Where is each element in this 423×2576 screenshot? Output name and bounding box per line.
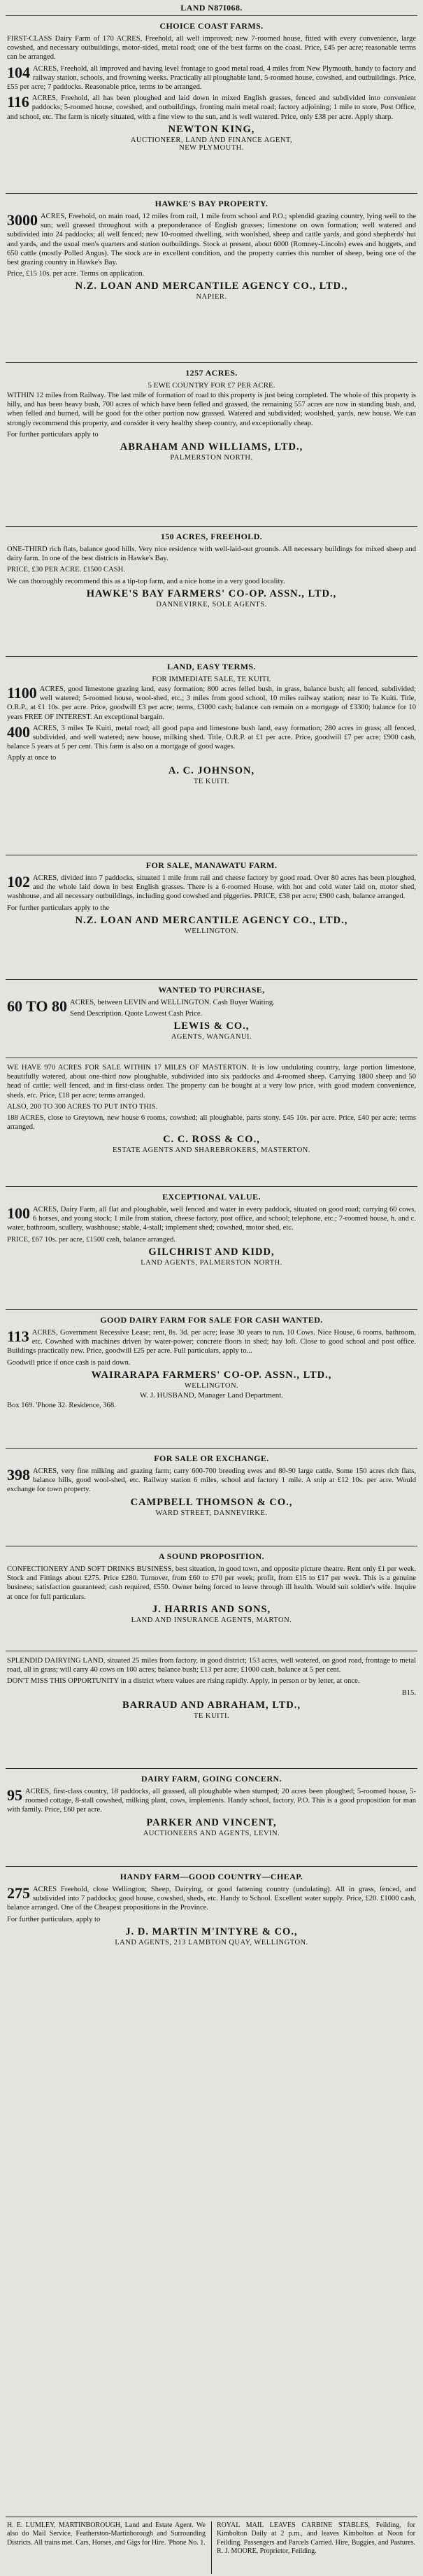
ad-apply: For further particulars apply to	[7, 430, 99, 439]
ad-title: 1257 ACRES.	[185, 368, 238, 378]
divider	[6, 1768, 417, 1769]
advertiser-location: AGENTS, WANGANUI.	[171, 1033, 252, 1041]
advertiser-location: LAND AGENTS, 213 LAMBTON QUAY, WELLINGTON.	[115, 1938, 308, 1947]
ad-masterton	[7, 1063, 416, 1154]
acre-number: 104	[7, 63, 30, 81]
divider	[6, 193, 417, 194]
ad-body: SPLENDID DAIRYING LAND, situated 25 miles from factory, in good district; 153 acres, well watered, on good road, frontage to metal road, all in grass; will carry 40 cows on 100 acres; balance bush; £13 per acre; £1000 cash, balance at 5 per cent.	[7, 1657, 416, 1674]
ad-body: 188 ACRES, close to Greytown, new house 6 rooms, cowshed; all ploughable, parts stony. £45 10s. per acre. Price, £40 per acre; terms arranged.	[7, 1114, 416, 1132]
ad-title: FOR SALE OR EXCHANGE.	[154, 1453, 269, 1463]
box-number: B15.	[401, 1688, 416, 1697]
advertiser-location: DANNEVIRKE, SOLE AGENTS.	[156, 600, 267, 609]
ad-body: 60 TO 80 ACRES, between LEVIN and WELLINGTON. Cash Buyer Waiting.	[7, 997, 275, 1015]
divider	[6, 1448, 417, 1449]
ad-also: ALSO, 200 TO 300 ACRES TO PUT INTO THIS.	[7, 1102, 158, 1111]
advertiser-name: CAMPBELL THOMSON & CO.,	[130, 1496, 293, 1508]
advertiser-name: A. C. JOHNSON,	[168, 764, 255, 776]
advertiser-location: PALMERSTON NORTH.	[170, 454, 253, 462]
ad-title: LAND, EASY TERMS.	[167, 662, 256, 671]
ad-subtitle: FOR IMMEDIATE SALE, TE KUITI.	[152, 675, 271, 683]
ad-body: WE HAVE 970 ACRES FOR SALE WITHIN 17 MILES OF MASTERTON. It is low undulating country, large portion limestone, beautifully watered, about one-third now ploughable, subdivided into six paddocks and 4-roomed sheep. Carrying 1800 sheep and 50 head of cattle; well fenced, and in first-class order. The property can be bought at a very low price, with good modern convenience, sheds, etc. Price, £18 per acre; terms arranged.	[7, 1064, 416, 1100]
advertiser-name: C. C. ROSS & CO.,	[163, 1134, 260, 1146]
ad-body: 102 ACRES, divided into 7 paddocks, situated 1 mile from rail and cheese factory by good road. Over 80 acres has been ploughed, and the whole laid down in best English grasses. There is a 6-roomed House, with hot and cold water laid on, motor shed, washhouse, and all necessary outbuildings, including good cowshed and piggeries. PRICE, £38 per acre; £900 cash, balance arranged.	[7, 873, 416, 901]
advertiser-location: WELLINGTON.	[184, 927, 239, 935]
ad-body: H. E. LUMLEY, MARTINBOROUGH, Land and Estate Agent. We also do Mail Service, Featherston-Martinborough and Surrounding Districts. All trains met. Cars, Horses, and Gigs for Hire. 'Phone No. 1.	[7, 2521, 206, 2547]
ad-note: DON'T MISS THIS OPPORTUNITY in a district where values are rising rapidly. Apply, in person or by letter, at once.	[7, 1677, 360, 1686]
ad-sound-proposition	[7, 1551, 416, 1624]
ad-sale-or-exchange	[7, 1453, 416, 1517]
ad-wanted-to-purchase	[7, 985, 416, 1041]
ad-body: 116 ACRES, Freehold, all has been ploughed and laid down in mixed English grasses, fenced and subdivided into convenient paddocks; 5-roomed house, cowshed, and outbuildings, fronting main metal road; factory adjoining; 1 mile to store, Post Office, and school, etc. The farm is nicely situated, with a fine view to the sun, and is well watered. Price, only £38 per acre. Apply sharp.	[7, 93, 416, 121]
advertiser-location: LAND AGENTS, PALMERSTON NORTH.	[141, 1258, 282, 1267]
ad-dairy-going-concern	[7, 1774, 416, 1837]
ad-title: 150 ACRES, FREEHOLD.	[160, 532, 263, 541]
advertiser-name: J. HARRIS AND SONS,	[152, 1603, 271, 1615]
bottom-columns	[7, 2521, 416, 2574]
acre-number: 102	[7, 873, 30, 890]
advertiser-name: N.Z. LOAN AND MERCANTILE AGENCY CO., LTD.,	[75, 914, 348, 926]
acre-number: 400	[7, 723, 30, 741]
ad-choice-coast-farms	[7, 21, 416, 152]
acre-number: 60 TO 80	[7, 997, 67, 1015]
advertiser-name: ABRAHAM AND WILLIAMS, LTD.,	[120, 441, 303, 453]
acre-number: 3000	[7, 211, 38, 229]
acre-number: 398	[7, 1466, 30, 1483]
advertiser-location: AUCTIONEERS AND AGENTS, LEVIN.	[143, 1829, 280, 1837]
ad-title: A SOUND PROPOSITION.	[158, 1551, 265, 1561]
land-header: LAND N87I068.	[180, 3, 243, 13]
advertiser-name: HAWKE'S BAY FARMERS' CO-OP. ASSN., LTD.,	[86, 588, 337, 599]
ad-exceptional-value	[7, 1192, 416, 1267]
acre-number: 275	[7, 1884, 30, 1902]
ad-body: 3000 ACRES, Freehold, on main road, 12 miles from rail, 1 mile from school and P.O.; splendid grazing country, lying well to the sun; well grassed throughout with a preponderance of English grasses; limestone on own formation; well watered and subdivided into 24 paddocks; all well fenced; new 10-roomed dwelling, with woolshed, sheep and cattle yards, and good shepherds' hut and yards, and the usual men's quarters and station outbuildings. Stock at present, about 6000 (Romney-Lincoln) ewes and hoggets, and 650 cattle (mostly Polled Angus). The stock are in excellent condition, and the property carries this number of sheep, being one of the best grazing country in Hawke's Bay.	[7, 211, 416, 267]
column-divider	[211, 2521, 212, 2574]
acre-number: 113	[7, 1328, 29, 1345]
ad-title: GOOD DAIRY FARM FOR SALE FOR CASH WANTED.	[100, 1315, 323, 1325]
advertiser-location: WELLINGTON.	[184, 1381, 239, 1390]
ad-150-acres-freehold	[7, 532, 416, 609]
ad-body: 104 ACRES, Freehold, all improved and having level frontage to good metal road, 4 miles from New Plymouth, handy to factory and railway station, schools, and frowning weeks. Practically all ploughable land, 5-roomed house, cowshed, and outbuildings. Price, £55 per acre; 7 paddocks. Reasonable price, terms to be arranged.	[7, 63, 416, 92]
ad-title: HAWKE'S BAY PROPERTY.	[155, 199, 268, 208]
ad-body: 275 ACRES Freehold, close Wellington; Sheep, Dairying, or good fattening country (undulating). All in grass, fenced, and subdivided into 7 paddocks; good house, cowshed, sheds, etc. Handy to School. Excellent water supply. Price, £20. £1000 cash, balance arranged. One of the Cheapest propositions in the Province.	[7, 1884, 416, 1912]
ad-note: Send Description. Quote Lowest Cash Price.	[70, 1010, 203, 1018]
divider	[6, 526, 417, 527]
advertiser-name: BARRAUD AND ABRAHAM, LTD.,	[122, 1699, 301, 1711]
ad-body: 1100 ACRES, good limestone grazing land, easy formation; 800 acres felled bush, in grass, balance bush; all fenced, subdivided; well watered; 5-roomed house, wool-shed, etc.; 3 miles from good school, 10 miles railway station; near to Te Kuiti. Title, O.R.P., at £1 10s. per acre. Price, goodwill £3 per acre; terms, £3000 cash; balance can remain on a mortgage of £3300; balance for 10 years FREE OF INTEREST. An exceptional bargain.	[7, 684, 416, 721]
advertiser-name: PARKER AND VINCENT,	[146, 1816, 277, 1828]
ad-title: EXCEPTIONAL VALUE.	[162, 1192, 261, 1202]
ad-body: ONE-THIRD rich flats, balance good hills. Very nice residence with well-laid-out grounds. All necessary buildings for mixed sheep and dairy farm. In one of the best districts in Hawke's Bay.	[7, 546, 416, 563]
ad-body: FIRST-CLASS Dairy Farm of 170 ACRES, Freehold, all well improved; new 7-roomed house, fitted with every convenience, large cowshed, and necessary outbuildings, motor-sided, metal road; one of the best farms on the coast. Price, £45 per acre; reasonable terms can be arranged.	[7, 35, 416, 62]
ad-hawkes-bay-property	[7, 199, 416, 301]
ad-price: PRICE, £30 PER ACRE. £1500 CASH.	[7, 566, 125, 574]
ad-te-kuiti-land	[7, 662, 416, 785]
advertiser-name: GILCHRIST AND KIDD,	[148, 1246, 275, 1258]
ad-body: 400 ACRES, 3 miles Te Kuiti, metal road; all good papa and limestone bush land, easy formation; 280 acres in grass; all fenced, subdivided, and well watered; new house, milking shed. Title, O.R.P. at £1 per acre. Price, goodwill £7 per acre; £900 cash, balance 5 years at 5 per cent. This farm is also on a mortgage of good wages.	[7, 723, 416, 751]
divider	[6, 1309, 417, 1310]
ad-price: Price, £15 10s. per acre. Terms on application.	[7, 270, 145, 278]
ad-handy-farm	[7, 1872, 416, 1947]
ad-1257-acres	[7, 368, 416, 462]
contact-box: Box 169. 'Phone 32. Residence, 368.	[7, 1401, 116, 1409]
advertiser-location: TE KUITI.	[193, 1712, 230, 1720]
ad-title: FOR SALE, MANAWATU FARM.	[145, 860, 278, 870]
manager-name: W. J. HUSBAND, Manager Land Department.	[139, 1390, 284, 1400]
advertiser-name: J. D. MARTIN M'INTYRE & CO.,	[125, 1926, 298, 1937]
ad-note: Goodwill price if once cash is paid down.	[7, 1358, 131, 1367]
ad-note: We can thoroughly recommend this as a tip-top farm, and a nice home in a very good locality.	[7, 577, 285, 585]
ad-title: CHOICE COAST FARMS.	[159, 21, 264, 31]
divider	[6, 1866, 417, 1867]
acre-number: 1100	[7, 684, 37, 702]
acre-number: 100	[7, 1204, 30, 1222]
advertiser-name: LEWIS & CO.,	[173, 1020, 250, 1032]
ad-body: 95 ACRES, first-class country, 18 paddocks, all grassed, all ploughable when stumped; 20 acres been ploughed; 5-roomed house, 5-roomed cottage, 8-stall cowshed, milking plant, cows, implements. Handy school, factory, P.O. This is a good proposition for man with family. Price, £60 per acre.	[7, 1786, 416, 1814]
ad-body: 398 ACRES, very fine milking and grazing farm; carry 600-700 breeding ewes and 80-90 large cattle. Some 150 acres rich flats, balance hills, good wool-shed, etc. Railway station 6 miles, school and factory 1 mile. A snip at £12 10s. per acre. Would exchange for town property.	[7, 1466, 416, 1494]
ad-price: PRICE, £67 10s. per acre, £1500 cash, balance arranged.	[7, 1235, 175, 1244]
divider	[6, 362, 417, 363]
ad-subtitle: 5 EWE COUNTRY FOR £7 PER ACRE.	[148, 381, 275, 390]
ad-apply: Apply at once to	[7, 754, 57, 762]
acre-number: 116	[7, 93, 29, 111]
advertiser-location: NAPIER.	[196, 293, 227, 301]
ad-lumley	[7, 2521, 206, 2547]
advertiser-location: TE KUITI.	[193, 777, 230, 785]
ad-body: 100 ACRES, Dairy Farm, all flat and ploughable, well fenced and water in every paddock, situated on good road; carrying 60 cows, 6 horses, and young stock; 1 mile from station, cheese factory, post office, and school; telephone, etc.; 7-roomed house, h. and c. water, bathroom, scullery, washhouse; stable, 4-stall; implement shed; cowshed, motor shed, etc.	[7, 1204, 416, 1232]
ad-manawatu-farm	[7, 860, 416, 935]
ad-note: For further particulars, apply to	[7, 1915, 101, 1923]
advertiser-subtitle: AUCTIONEER, LAND AND FINANCE AGENT,	[130, 136, 293, 144]
divider	[6, 1186, 417, 1187]
ad-splendid-dairying	[7, 1656, 416, 1720]
ad-body: 113 ACRES, Government Recessive Lease; rent, 8s. 3d. per acre; lease 30 years to run. 10 Cows. Nice House, 6 rooms, bathroom, etc. Cowshed with machines driven by water-power; concrete floors in shed; hay loft. Close to good school and post office. Buildings practically new. Price, goodwill £25 per acre. Full particulars, apply to...	[7, 1328, 416, 1355]
divider	[6, 656, 417, 657]
ad-title: DAIRY FARM, GOING CONCERN.	[141, 1774, 282, 1784]
advertiser-location: NEW PLYMOUTH.	[179, 143, 244, 152]
acre-number: 95	[7, 1786, 22, 1804]
divider	[6, 979, 417, 980]
advertiser-name: NEWTON KING,	[168, 123, 255, 135]
divider	[6, 15, 417, 16]
ad-royal-mail	[217, 2521, 415, 2556]
ad-body: ROYAL MAIL LEAVES CARBINE STABLES, Feilding, for Kimbolton Daily at 2 p.m., and leaves Kimbolton at Noon for Feilding. Passengers and Parcels Carried. Hire, Buggies, and Pastures. R. J. MOORE, Proprietor, Feilding.	[217, 2521, 415, 2556]
ad-apply: For further particulars apply to the	[7, 904, 110, 912]
advertiser-location: ESTATE AGENTS AND SHAREBROKERS, MASTERTON.	[112, 1146, 311, 1155]
land-header-block	[7, 3, 416, 16]
ad-body: CONFECTIONERY AND SOFT DRINKS BUSINESS, best situation, in good town, and opposite picture theatre. Rent only £1 per week. Stock and Fittings about £275. Price £280. Turnover, from £60 to £70 per week; profit, from £15 to £17 per week. This is a genuine business; satisfaction guaranteed; cash required, £550. Owner being forced to leave through ill health. Would suit soldier's wife. Inquire at once for full particulars.	[7, 1565, 416, 1601]
advertiser-location: WARD STREET, DANNEVIRKE.	[155, 1509, 268, 1517]
ad-body: WITHIN 12 miles from Railway. The last mile of formation of road to this property is just being completed. The whole of this property is hilly, and has been heavy bush, 700 acres of which have been felled and grassed, the remaining 557 acres are now in standing bush, and, when felled and burned, will be good for the other portion now grassed. Watered and subdivided; woolshed, yards, new house. We can strongly recommend this property, and consider it very healthy sheep country, and exceptionally cheap.	[7, 392, 416, 427]
advertiser-name: N.Z. LOAN AND MERCANTILE AGENCY CO., LTD.,	[75, 280, 348, 292]
advertiser-location: LAND AND INSURANCE AGENTS, MARTON.	[131, 1616, 292, 1624]
ad-wairarapa	[7, 1315, 416, 1412]
ad-title: HANDY FARM—GOOD COUNTRY—CHEAP.	[120, 1872, 303, 1881]
advertiser-name: WAIRARAPA FARMERS' CO-OP. ASSN., LTD.,	[91, 1369, 332, 1381]
ad-title: WANTED TO PURCHASE,	[158, 985, 265, 995]
